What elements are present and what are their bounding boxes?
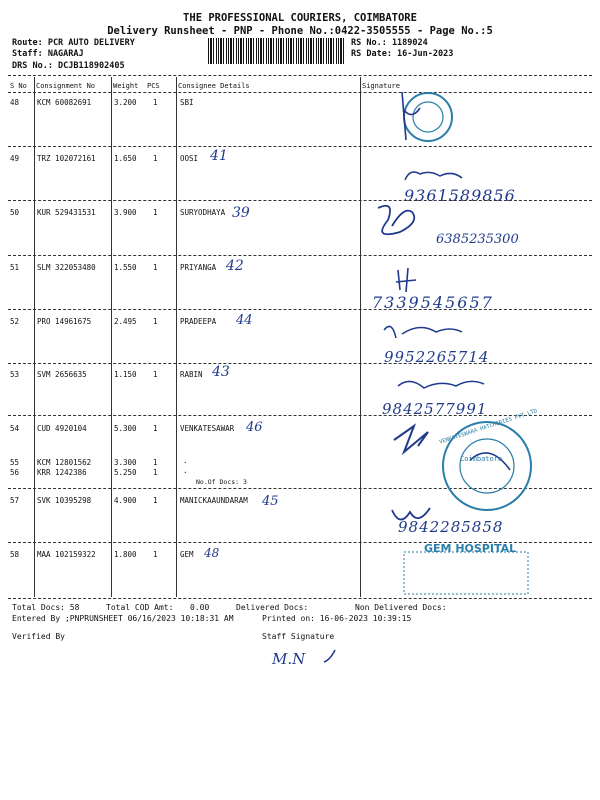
row-consignment: SLM 322053480: [37, 263, 96, 272]
row-sno: 48: [10, 98, 20, 107]
total-cod-label: Total COD Amt:: [106, 603, 174, 612]
bank-stamp-icon: [402, 92, 452, 141]
staff-label: Staff: NAGARAJ: [12, 49, 84, 59]
verified-by: Verified By: [12, 632, 65, 641]
staff-signature-label: Staff Signature: [262, 632, 335, 641]
row-pcs: 1: [153, 98, 158, 107]
row-pcs: 1: [153, 154, 158, 163]
row-consignee: .: [183, 466, 188, 475]
total-docs: Total Docs: 58: [12, 603, 80, 612]
total-cod-value: 0.00: [190, 603, 210, 612]
no-of-docs: No.Of Docs: 3: [196, 478, 247, 486]
row-weight: 3.900: [114, 208, 137, 217]
col-header-weight: Weight: [113, 82, 139, 90]
row-pcs: 1: [153, 468, 158, 477]
row-consignment: TRZ 102072161: [37, 154, 96, 163]
row-consignee: PRADEEPA: [180, 317, 217, 326]
row-consignee: PRIYANGA: [180, 263, 217, 272]
staff-signature-hand: M.N: [272, 650, 306, 668]
rs-number: RS No.: 1189024: [351, 38, 428, 48]
signature-52: [384, 326, 462, 338]
row-weight: 3.300: [114, 458, 137, 467]
handwritten-phone: 9842285858: [398, 518, 504, 536]
row-sno: 58: [10, 550, 20, 559]
stamp-company-text: VENKATESWARA HATCHERIES PVT LTD: [438, 408, 539, 446]
row-sno: 56: [10, 468, 20, 477]
handwritten-number: 48: [204, 546, 220, 560]
non-delivered-docs: Non Delivered Docs:: [355, 603, 447, 612]
row-pcs: 1: [153, 424, 158, 433]
handwritten-number: 45: [262, 494, 279, 509]
route-label: Route: PCR AUTO DELIVERY: [12, 38, 135, 48]
row-consignee: SBI: [180, 98, 194, 107]
signature-51: [396, 268, 416, 292]
row-consignee: VENKATESAWAR: [180, 424, 235, 433]
row-consignment: KRR 1242386: [37, 468, 87, 477]
row-sno: 52: [10, 317, 20, 326]
row-consignee: SURYODHAYA: [180, 208, 226, 217]
printed-on: Printed on: 16-06-2023 10:39:15: [262, 614, 412, 623]
row-consignment: CUD 4920104: [37, 424, 87, 433]
col-header-consignment: Consignment No: [36, 82, 96, 90]
row-pcs: 1: [153, 458, 158, 467]
handwritten-phone: 7339545657: [372, 293, 494, 312]
row-consignment: PRO 14961675: [37, 317, 92, 326]
handwritten-phone: 9842577991: [382, 400, 488, 418]
row-consignee: .: [183, 456, 188, 465]
row-consignment: KCM 60082691: [37, 98, 92, 107]
entered-by: Entered By ;PNPRUNSHEET 06/16/2023 10:18:31 AM: [12, 614, 234, 623]
row-sno: 54: [10, 424, 20, 433]
row-weight: 2.495: [114, 317, 137, 326]
delivered-docs: Delivered Docs:: [236, 603, 309, 612]
handwritten-number: 44: [236, 313, 253, 328]
row-consignment: MAA 102159322: [37, 550, 96, 559]
row-consignee: OOSI: [180, 154, 199, 163]
hospital-stamp-text: GEM HOSPITAL: [424, 542, 517, 555]
row-weight: 5.300: [114, 424, 137, 433]
row-consignment: KUR 529431531: [37, 208, 96, 217]
row-sno: 50: [10, 208, 20, 217]
row-weight: 3.200: [114, 98, 137, 107]
runsheet-subtitle: Delivery Runsheet - PNP - Phone No.:0422-3505555 - Page No.:5: [107, 25, 493, 37]
handwritten-phone: 9952265714: [384, 348, 490, 366]
row-consignment: KCM 12801562: [37, 458, 92, 467]
signature-49: [405, 172, 462, 180]
row-sno: 51: [10, 263, 20, 272]
row-weight: 5.250: [114, 468, 137, 477]
row-pcs: 1: [153, 317, 158, 326]
signature-50: [378, 206, 414, 235]
signature-54: [394, 426, 428, 452]
row-weight: 1.550: [114, 263, 137, 272]
row-weight: 1.650: [114, 154, 137, 163]
row-consignee: MANICKAAUNDARAM: [180, 496, 248, 505]
row-pcs: 1: [153, 263, 158, 272]
row-pcs: 1: [153, 550, 158, 559]
row-sno: 53: [10, 370, 20, 379]
company-title: THE PROFESSIONAL COURIERS, COIMBATORE: [183, 12, 417, 24]
row-weight: 1.800: [114, 550, 137, 559]
row-sno: 49: [10, 154, 20, 163]
rs-date: RS Date: 16-Jun-2023: [351, 49, 454, 59]
handwritten-number: 42: [226, 258, 244, 274]
row-consignment: SVM 2656635: [37, 370, 87, 379]
col-header-sno: S No: [10, 82, 27, 90]
col-header-consignee: Consignee Details: [178, 82, 250, 90]
row-pcs: 1: [153, 496, 158, 505]
handwritten-number: 41: [210, 148, 228, 164]
stamp-city-text: Coimbatore: [460, 455, 503, 463]
col-header-signature: Signature: [362, 82, 400, 90]
row-sno: 55: [10, 458, 20, 467]
signature-57: [392, 508, 430, 520]
drs-number: DRS No.: DCJB118902405: [12, 61, 125, 71]
row-pcs: 1: [153, 370, 158, 379]
row-sno: 57: [10, 496, 20, 505]
handwritten-number: 43: [212, 364, 230, 380]
col-header-pcs: PCS: [147, 82, 160, 90]
handwritten-phone: 9361589856: [404, 186, 516, 205]
row-weight: 4.900: [114, 496, 137, 505]
staff-signature-mark: [324, 650, 335, 662]
handwritten-number: 39: [232, 205, 250, 221]
signature-53: [398, 381, 484, 388]
row-weight: 1.150: [114, 370, 137, 379]
row-consignee: GEM: [180, 550, 194, 559]
handwritten-number: 46: [246, 420, 263, 435]
row-pcs: 1: [153, 208, 158, 217]
handwritten-phone: 6385235300: [436, 232, 519, 247]
row-consignee: RABIN: [180, 370, 203, 379]
hospital-stamp-icon: [404, 552, 528, 594]
row-consignment: SVK 10395298: [37, 496, 92, 505]
